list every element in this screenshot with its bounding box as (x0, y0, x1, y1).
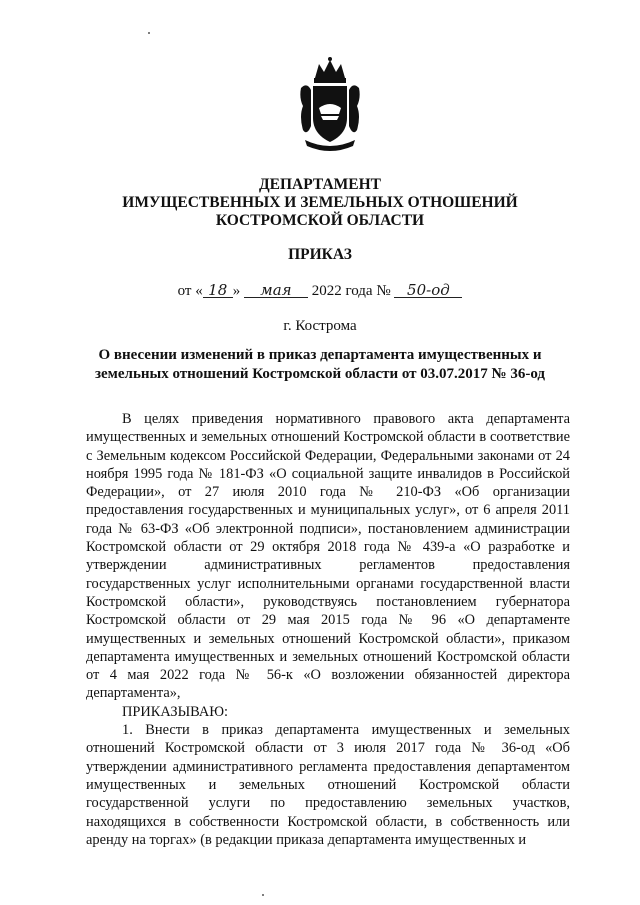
subject-line-1: О внесении изменений в приказ департамента имущественных и (98, 347, 542, 363)
item-1-paragraph: 1. Внести в приказ департамента имущественных и земельных отношений Костромской области от 3 июля 2017 года № 36-од «Об утверждении административного регламента предоставления департаментом имущественных и земельных отношений Костромской области государственной услуги по предоставлению земельных участков, находящихся в собственности Костромской области, в собственность или аренду на торгах» (в редакции приказа департамента имущественных и (86, 722, 570, 848)
date-month: мая (244, 283, 308, 298)
department-name (0, 176, 640, 230)
scan-speck (262, 894, 264, 896)
date-mid: » (232, 283, 241, 299)
department-line-1: ДЕПАРТАМЕНТ (258, 176, 382, 193)
order-number: 50-од (394, 283, 462, 298)
date-day: 18 (203, 283, 233, 298)
preamble-paragraph: В целях приведения нормативного правового акта департамента имущественных и земельных отношений Костромской области в соответствие с Земельным кодексом Российской Федерации, Федеральными законами от 24 ноября 1995 года № 181-ФЗ «О социальной защите инвалидов в Российской Федерации», от 27 июля 2010 года № 210-ФЗ «Об организации предоставления государственных и муниципальных услуг», от 6 апреля 2011 года № 63-ФЗ «Об электронной подписи», постановлением администрации Костромской области от 29 октября 2018 года № 439-а «О разработке и утверждении административных регламентов предоставления государственных услуг исполнительными органами государственной власти Костромской области», руководствуясь постановлением губернатора Костромской области от 29 мая 2015 года № 96 «О департаменте имущественных и земельных отношений Костромской области», приказом департамента имущественных и земельных отношений Костромской области от 4 мая 2022 года № 56-к «О возложении обязанностей директора департамента», (86, 411, 570, 702)
city: г. Кострома (283, 318, 357, 334)
document-type: ПРИКАЗ (288, 246, 352, 263)
coat-of-arms-emblem (297, 56, 363, 156)
decree-word: ПРИКАЗЫВАЮ: (122, 703, 229, 720)
order-body (86, 410, 570, 849)
department-line-3: КОСТРОМСКОЙ ОБЛАСТИ (215, 212, 425, 229)
subject-line-2: земельных отношений Костромской области от 03.07.2017 № 36-од (94, 366, 546, 382)
order-subject (0, 346, 640, 384)
date-prefix: от « (177, 283, 203, 299)
department-line-2: ИМУЩЕСТВЕННЫХ И ЗЕМЕЛЬНЫХ ОТНОШЕНИЙ (122, 194, 518, 211)
scan-speck (148, 32, 150, 34)
date-number-line (0, 283, 640, 300)
date-year-text: 2022 года № (311, 283, 391, 299)
